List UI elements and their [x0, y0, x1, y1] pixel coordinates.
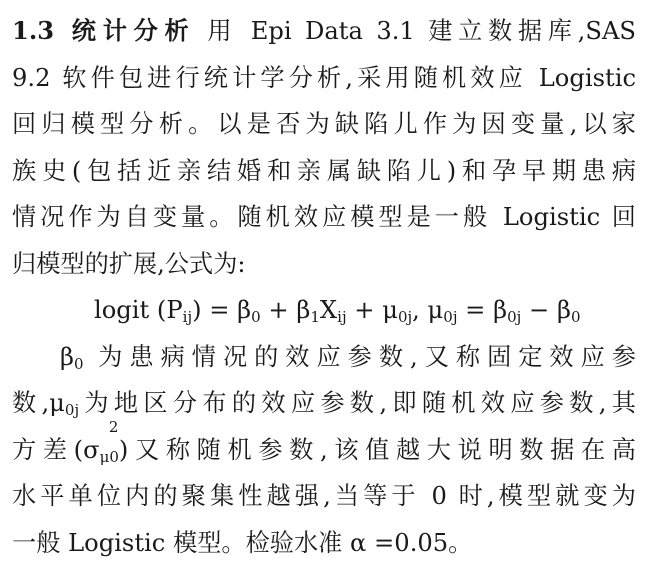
paragraph-line: $\beta_0$ 为患病情况的效应参数,又称固定效应参: [12, 334, 636, 381]
paragraph-line: 数$,\mu_{0j}$为地区分布的效应参数,即随机效应参数,其: [12, 380, 636, 427]
paragraph-line: 9.2 软件包进行统计学分析,采用随机效应 Logistic: [12, 55, 636, 102]
paragraph-line: 情况作为自变量。随机效应模型是一般 Logistic 回: [12, 194, 636, 241]
paragraph-line: 归模型的扩展,公式为:: [12, 241, 636, 288]
paragraph-line: 族史(包括近亲结婚和亲属缺陷儿)和孕早期患病: [12, 148, 636, 195]
section-heading-line: [12, 8, 636, 55]
paragraph-line: 一般 Logistic 模型。检验水准 α =0.05。: [12, 520, 636, 566]
logit-formula: logit $(P_{ij}) = \beta_0 + \beta_1X_{ij} + \mu_{0j}$, $\mu_{0j} = \beta_{0j} - \beta_0$: [12, 287, 636, 334]
paragraph-line: 回归模型分析。以是否为缺陷儿作为因变量,以家: [12, 101, 636, 148]
paragraph-line: 水平单位内的聚集性越强,当等于 0 时,模型就变为: [12, 473, 636, 520]
paragraph-text: 用 Epi Data 3.1 建立数据库,SAS: [207, 17, 636, 45]
section-title: 统计分析: [66, 16, 195, 45]
sigma-subscript-group: 2 $_{\mu 0}$: [100, 427, 119, 474]
section-number: 1.3: [12, 16, 54, 45]
paragraph-line: 方差(σ 2 $_{\mu 0}$)又称随机参数,该值越大说明数据在高: [12, 427, 636, 474]
